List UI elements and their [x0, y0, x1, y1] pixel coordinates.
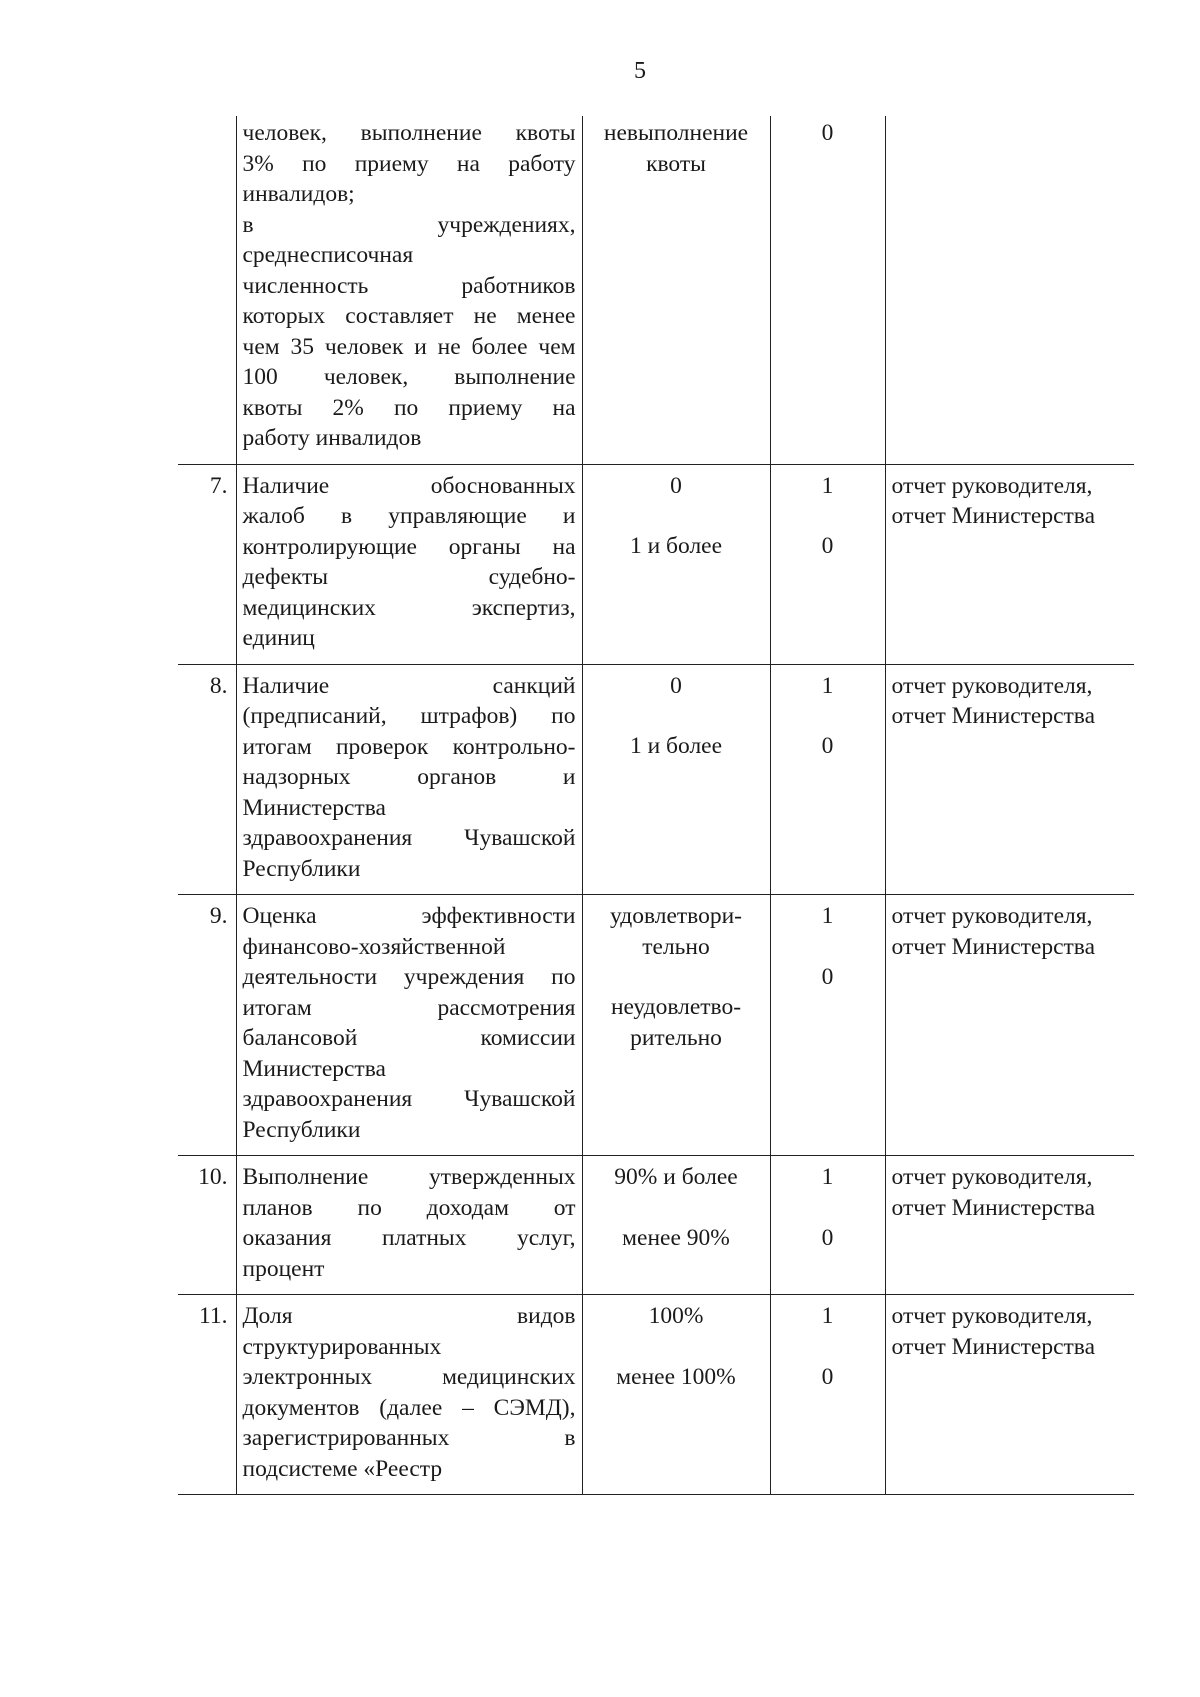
indicator-line: 3% по приему на работу: [242, 150, 576, 177]
indicator-line: Наличие обоснованных: [242, 472, 576, 499]
indicator-cell: [236, 1295, 582, 1495]
source-line: отчет руководителя,: [891, 903, 1093, 929]
indicator-line: здравоохранения Чувашской: [242, 1086, 576, 1112]
source-line: отчет руководителя,: [891, 1303, 1093, 1329]
indicator-line: Министерства: [242, 1055, 386, 1082]
indicator-line: медицинских экспертиз,: [242, 594, 576, 621]
value-option: 0: [670, 672, 682, 699]
points-value: 0: [821, 963, 834, 990]
indicator-line: инвалидов;: [242, 181, 355, 207]
indicator-cell: [236, 116, 582, 464]
indicator-line: электронных медицинских: [242, 1364, 576, 1390]
indicator-line: контролирующие органы на: [242, 533, 576, 560]
indicator-cell: [236, 664, 582, 895]
row-number: [178, 116, 236, 464]
indicator-line: итогам проверок контрольно-: [242, 733, 576, 760]
indicator-line: Министерства: [242, 794, 386, 821]
source-cell: [885, 116, 1134, 464]
criteria-table: [178, 116, 1134, 1495]
indicator-line: документов (далее – СЭМД),: [242, 1394, 576, 1421]
value-option: 0: [670, 472, 682, 499]
row-number: 8.: [178, 664, 236, 895]
value-cell: [582, 1295, 770, 1495]
indicator-line: Выполнение утвержденных: [242, 1164, 576, 1190]
source-line: отчет Министерства: [891, 503, 1096, 529]
indicator-line: зарегистрированных в: [242, 1425, 576, 1451]
value-option: менее 100%: [616, 1363, 736, 1390]
table-row: [178, 895, 1134, 1156]
indicator-cell: [236, 895, 582, 1156]
row-number: 7.: [178, 464, 236, 664]
indicator-line: 100 человек, выполнение: [242, 364, 576, 390]
points-value: 1: [821, 472, 834, 499]
value-option: 1 и более: [629, 533, 723, 559]
row-number: 10.: [178, 1156, 236, 1295]
points-value: 1: [821, 1164, 834, 1190]
points-cell: [770, 1156, 885, 1295]
indicator-line: квоты 2% по приему на: [242, 394, 576, 421]
points-value: 0: [821, 533, 834, 559]
indicator-line: Оценка эффективности: [242, 903, 576, 929]
value-cell: [582, 116, 770, 464]
source-cell: [885, 1295, 1134, 1495]
points-value: 0: [821, 733, 834, 759]
row-number: 9.: [178, 895, 236, 1156]
source-line: отчет Министерства: [891, 1333, 1096, 1360]
source-cell: [885, 664, 1134, 895]
source-cell: [885, 1156, 1134, 1295]
indicator-line: Доля видов: [242, 1303, 576, 1329]
indicator-line: оказания платных услуг,: [242, 1225, 576, 1251]
value-option: неудовлетво- рительно: [610, 994, 742, 1051]
row-number: 11.: [178, 1295, 236, 1495]
value-option: 100%: [648, 1303, 704, 1329]
points-value: 0: [821, 1363, 834, 1390]
indicator-line: Республики: [242, 1116, 361, 1143]
value-option: менее 90%: [622, 1224, 730, 1251]
points-value: 0: [821, 120, 834, 146]
table-row: [178, 1295, 1134, 1495]
value-option: 90% и более: [614, 1164, 738, 1190]
table-row: [178, 464, 1134, 664]
indicator-cell: [236, 464, 582, 664]
indicator-line: чем 35 человек и не более чем: [242, 333, 576, 360]
source-cell: [885, 464, 1134, 664]
indicator-line: планов по доходам от: [242, 1194, 576, 1221]
indicator-line: единиц: [242, 625, 315, 651]
indicator-line: структурированных: [242, 1333, 442, 1360]
page-number: 5: [634, 58, 646, 84]
value-cell: [582, 1156, 770, 1295]
indicator-line: Наличие санкций: [242, 672, 576, 699]
indicator-line: итогам рассмотрения: [242, 994, 576, 1021]
value-cell: [582, 895, 770, 1156]
indicator-line: здравоохранения Чувашской: [242, 825, 576, 851]
source-line: отчет руководителя,: [891, 1164, 1093, 1190]
indicator-line: жалоб в управляющие и: [242, 503, 576, 529]
table-row: [178, 116, 1134, 464]
source-cell: [885, 895, 1134, 1156]
indicator-line: процент: [242, 1255, 325, 1282]
points-value: 0: [821, 1224, 834, 1251]
points-cell: [770, 895, 885, 1156]
indicator-line: человек, выполнение квоты: [242, 120, 576, 146]
indicator-line: подсистеме «Реестр: [242, 1455, 443, 1482]
points-cell: [770, 116, 885, 464]
table-row: [178, 664, 1134, 895]
source-line: отчет Министерства: [891, 1194, 1096, 1221]
indicator-line: работу инвалидов: [242, 425, 422, 451]
indicator-line: Республики: [242, 855, 361, 882]
indicator-line: численность работников: [242, 272, 576, 299]
indicator-line: деятельности учреждения по: [242, 964, 576, 990]
value-option: 1 и более: [629, 733, 723, 759]
value-cell: [582, 664, 770, 895]
value-option: невыполнение квоты: [603, 120, 749, 177]
indicator-line: надзорных органов и: [242, 764, 576, 790]
points-value: 1: [821, 903, 834, 929]
points-value: 1: [821, 1303, 834, 1329]
source-line: отчет руководителя,: [891, 472, 1093, 499]
points-value: 1: [821, 672, 834, 699]
indicator-line: (предписаний, штрафов) по: [242, 703, 576, 729]
points-cell: [770, 464, 885, 664]
value-option: удовлетвори- тельно: [609, 903, 743, 960]
source-line: отчет руководителя,: [891, 672, 1093, 699]
points-cell: [770, 664, 885, 895]
table-row: [178, 1156, 1134, 1295]
criteria-table-body: [178, 116, 1134, 1495]
indicator-line: балансовой комиссии: [242, 1025, 576, 1051]
indicator-line: дефекты судебно-: [242, 564, 576, 590]
points-cell: [770, 1295, 885, 1495]
indicator-line: финансово-хозяйственной: [242, 933, 506, 960]
value-cell: [582, 464, 770, 664]
indicator-cell: [236, 1156, 582, 1295]
indicator-line: среднесписочная: [242, 242, 414, 268]
source-line: отчет Министерства: [891, 703, 1096, 729]
indicator-line: которых составляет не менее: [242, 303, 576, 329]
indicator-line: в учреждениях,: [242, 211, 576, 238]
source-line: отчет Министерства: [891, 933, 1096, 960]
